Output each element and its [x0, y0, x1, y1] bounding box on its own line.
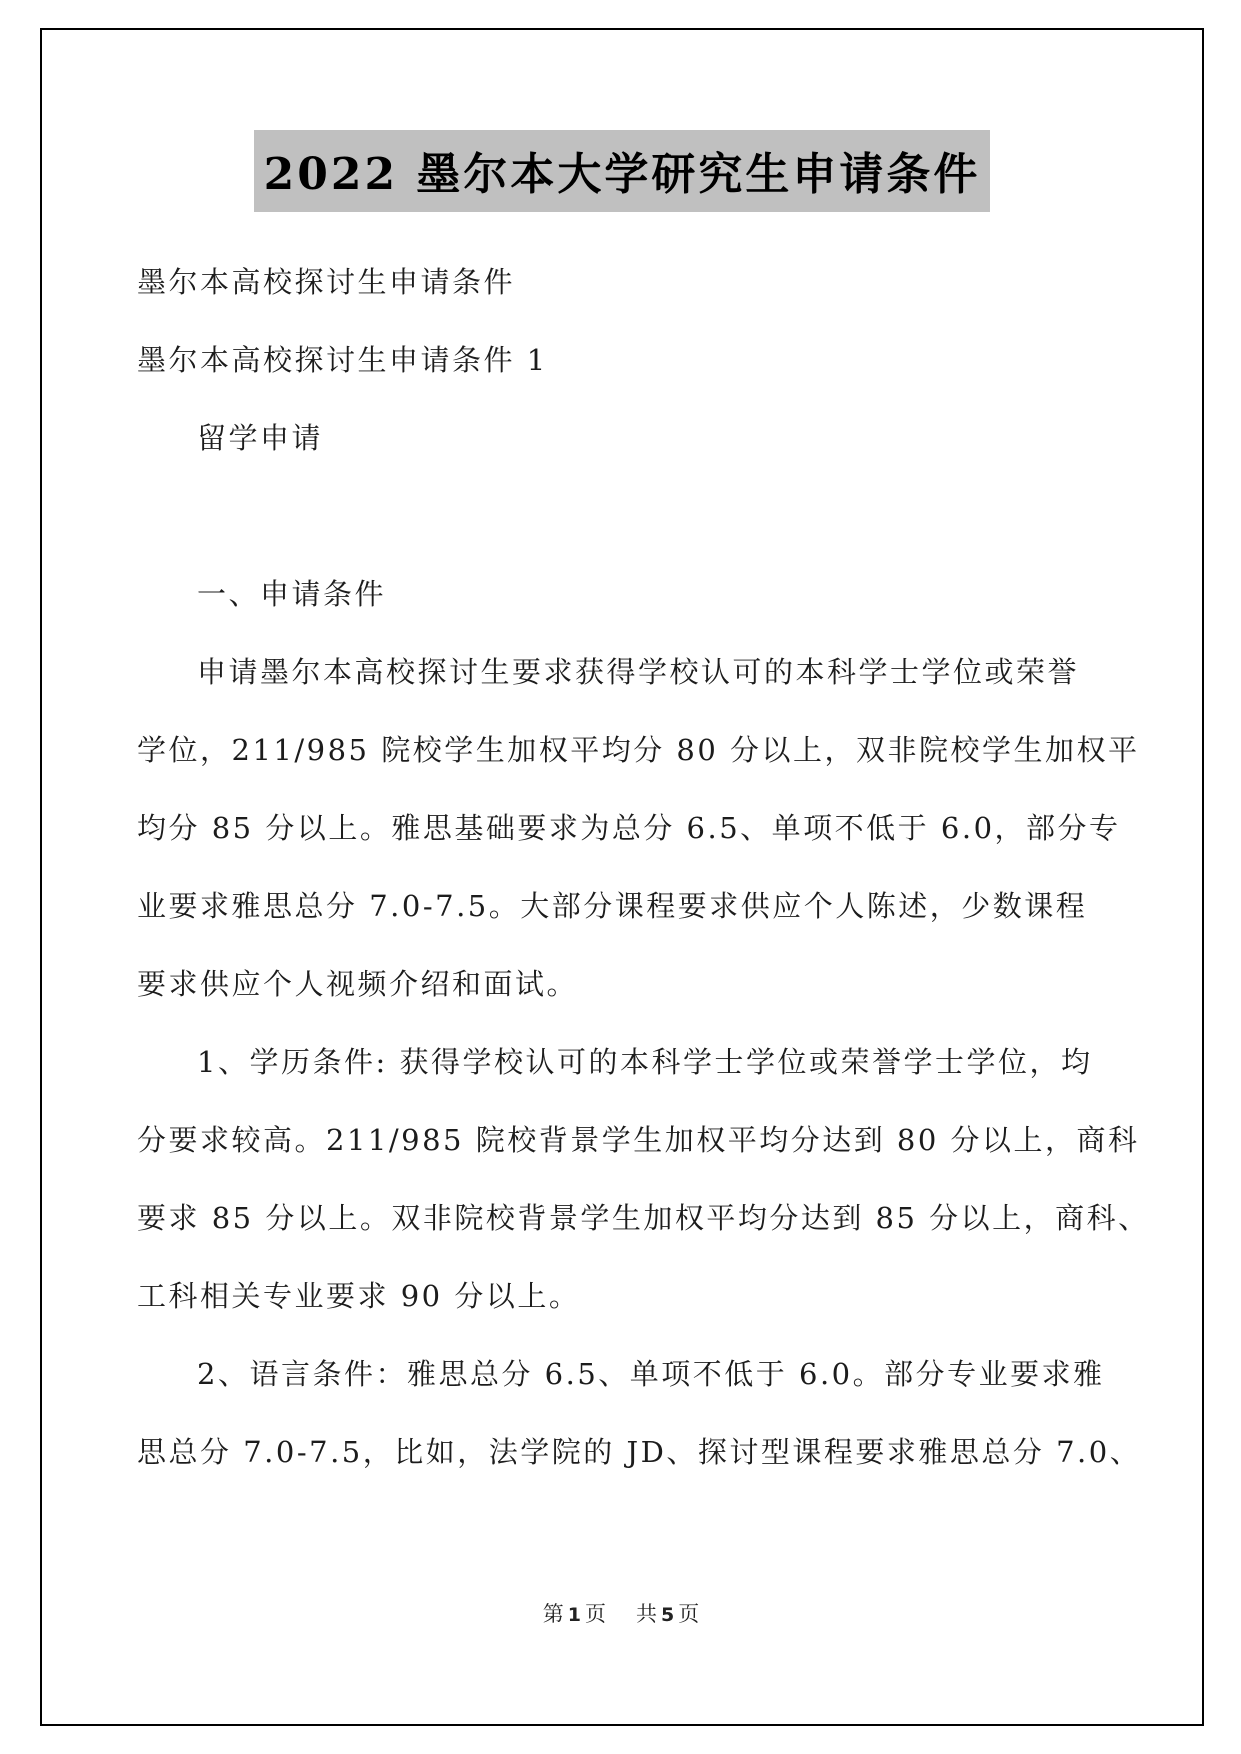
text-line: 工科相关专业要求 90 分以上。: [137, 1279, 581, 1313]
page-footer: [42, 1598, 1202, 1628]
text-line: 一、申请条件: [197, 577, 387, 611]
text-line: 学位，211/985 院校学生加权平均分 80 分以上，双非院校学生加权平: [137, 733, 1140, 767]
footer-page-suffix: 页: [585, 1602, 608, 1626]
footer-page-indicator: [543, 1602, 608, 1626]
text-line: 2、语言条件：雅思总分 6.5、单项不低于 6.0。部分专业要求雅: [197, 1357, 1105, 1391]
text-line: 墨尔本高校探讨生申请条件 1: [137, 343, 548, 377]
title-row: [42, 130, 1202, 212]
text-line: 申请墨尔本高校探讨生要求获得学校认可的本科学士学位或荣誉: [197, 655, 1080, 689]
text-line: 要求供应个人视频介绍和面试。: [137, 967, 579, 1001]
footer-page-number: 1: [567, 1604, 583, 1626]
text-line: [137, 477, 1122, 555]
footer-page-prefix: 第: [542, 1602, 566, 1626]
text-line: 思总分 7.0-7.5，比如，法学院的 JD、探讨型课程要求雅思总分 7.0、: [137, 1435, 1142, 1469]
text-line: 留学申请: [197, 421, 324, 455]
footer-total-prefix: 共: [636, 1602, 659, 1626]
document-page: [40, 28, 1204, 1726]
text-line: 1、学历条件: 获得学校认可的本科学士学位或荣誉学士学位，均: [197, 1045, 1093, 1079]
footer-total-indicator: [636, 1602, 701, 1626]
text-line: 墨尔本高校探讨生申请条件: [137, 265, 516, 299]
document-body: [137, 243, 1150, 1491]
text-line: 均分 85 分以上。雅思基础要求为总分 6.5、单项不低于 6.0，部分专: [137, 811, 1121, 845]
footer-total-suffix: 页: [678, 1602, 702, 1626]
document-title: 2022 墨尔本大学研究生申请条件: [254, 130, 991, 212]
text-line: 业要求雅思总分 7.0-7.5。大部分课程要求供应个人陈述，少数课程: [137, 889, 1088, 923]
text-line: 分要求较高。211/985 院校背景学生加权平均分达到 80 分以上，商科: [137, 1123, 1140, 1157]
footer-total-pages: 5: [661, 1604, 677, 1626]
text-line: 要求 85 分以上。双非院校背景学生加权平均分达到 85 分以上，商科、: [137, 1201, 1150, 1235]
